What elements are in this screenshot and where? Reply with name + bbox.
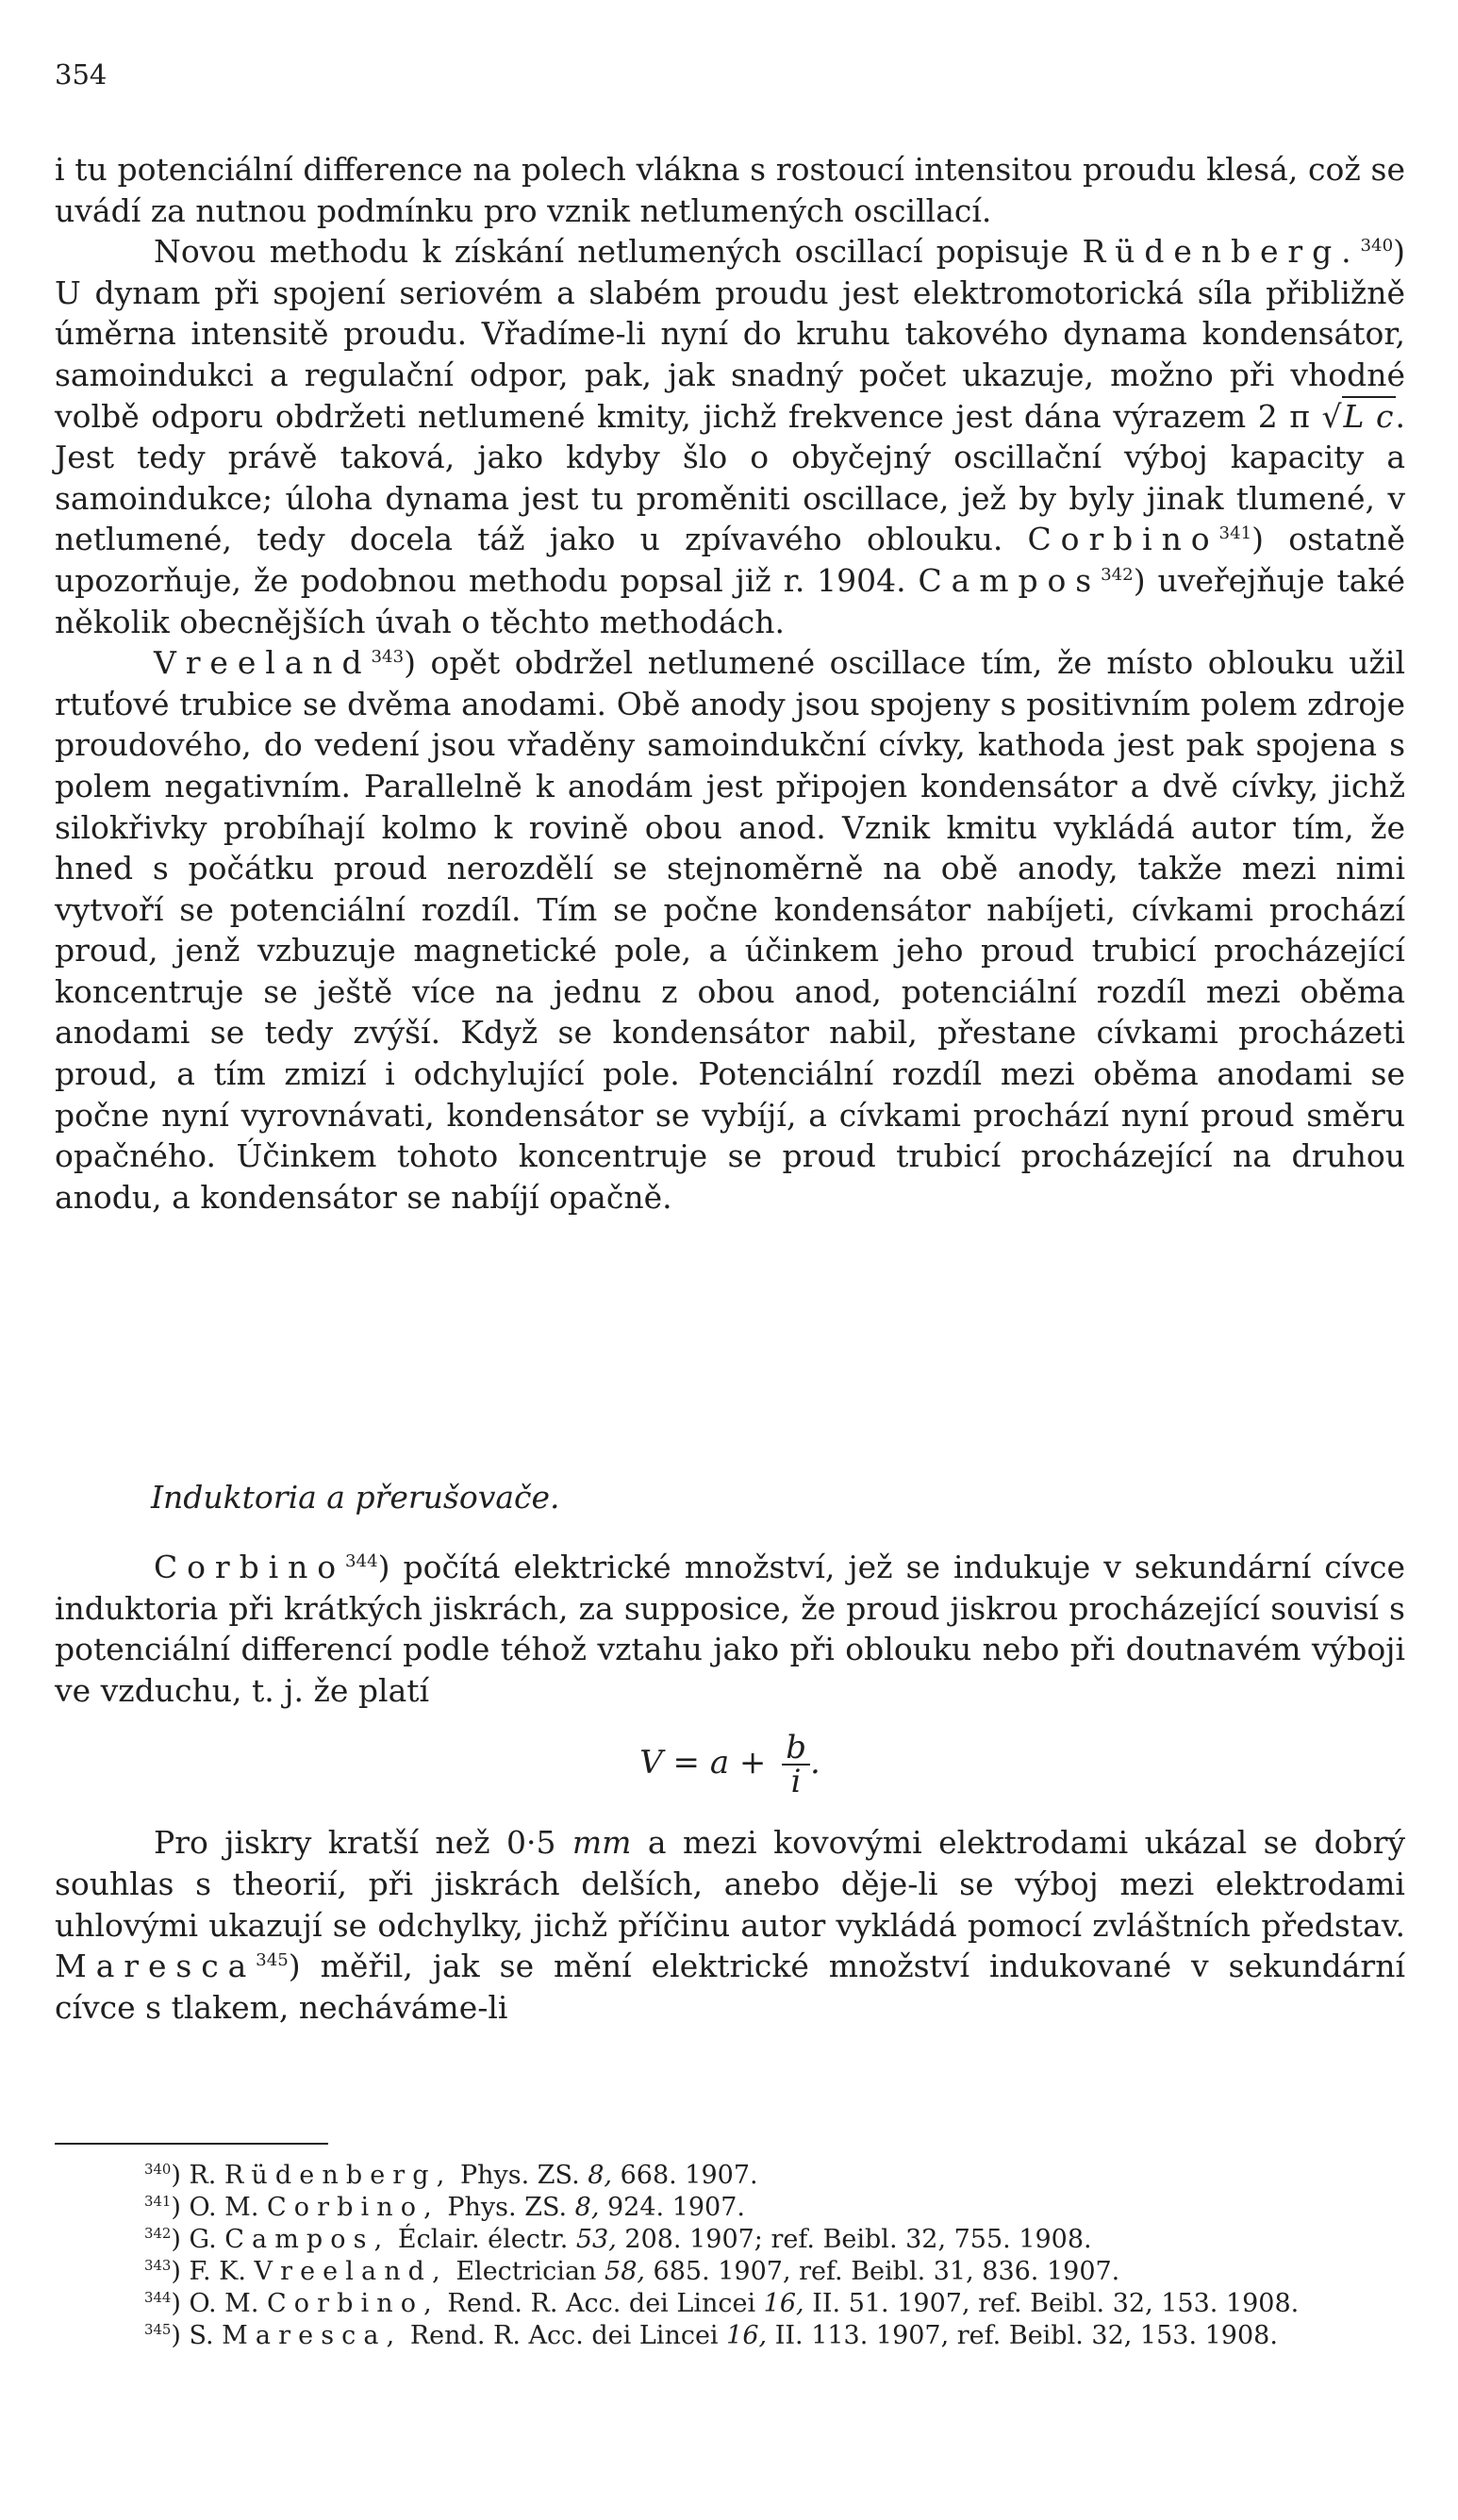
volume: 8, xyxy=(574,2193,600,2222)
text: Rend. R. Acc. dei Lincei xyxy=(439,2289,764,2318)
volume: 58, xyxy=(605,2257,645,2286)
text: O. M. xyxy=(189,2289,267,2318)
body-text xyxy=(55,149,1405,1218)
paragraph xyxy=(55,149,1405,231)
footnote-ref: 341 xyxy=(1218,523,1252,544)
fraction-numerator: b xyxy=(782,1732,810,1766)
text: ) uveřejňuje také několik obecnějších úvah o těchto methodách. xyxy=(55,561,1406,640)
text: II. 51. 1907, ref. Beibl. 32, 153. 1908. xyxy=(804,2289,1300,2318)
footnote-number: 342 xyxy=(144,2225,172,2242)
footnote: $^{344}$) O. M. Corbino, Rend. R. Acc. dei Lincei 16, II. 51. 1907, ref. Beibl. 32, 153. 1908. xyxy=(144,2289,1300,2318)
author-name: Corbino xyxy=(1027,521,1219,558)
text: G. xyxy=(189,2225,225,2254)
footnotes xyxy=(55,2160,1405,2352)
text: 208. 1907; ref. Beibl. 32, 755. 1908. xyxy=(616,2225,1092,2254)
footnote-divider xyxy=(55,2143,328,2145)
text: . Jest tedy právě taková, jako kdyby šlo o obyčejný oscillační výboj kapacity a samoindukce; úloha dynama jest tu proměniti oscillace, jež by byly jinak tlumené, v netlumené, tedy docela táž jako u zpívavého oblouku. xyxy=(55,397,1405,558)
text: Phys. ZS. xyxy=(452,2161,588,2190)
author-name: Campos xyxy=(918,561,1102,599)
text: Electrician xyxy=(447,2257,605,2286)
paragraph xyxy=(55,642,1405,1218)
text: Éclair. électr. xyxy=(389,2225,576,2254)
author-name: Maresca, xyxy=(222,2321,403,2350)
footnote-ref: 345 xyxy=(256,1950,289,1971)
footnote-ref: 342 xyxy=(1101,564,1134,585)
footnote-number: 344 xyxy=(144,2289,172,2306)
author-name: Vreeland, xyxy=(254,2257,448,2286)
text: F. K. xyxy=(189,2257,255,2286)
formula-end: . xyxy=(810,1744,820,1782)
text: Novou methodu k získání netlumených oscillací popisuje xyxy=(154,233,1083,271)
body-text-2 xyxy=(55,1547,1405,2028)
footnote: $^{343}$) F. K. Vreeland, Electrician 58, 685. 1907, ref. Beibl. 31, 836. 1907. xyxy=(144,2257,1120,2286)
author-name: Corbino, xyxy=(267,2289,439,2318)
text: ) opět obdržel netlumené oscillace tím, že místo oblouku užil rtuťové trubice se dvěma anodami. Obě anody jsou spojeny s positivním polem zdroje proudového, do vedení jsou vřaděny samoindukční cívky, kathoda jest pak spojena s polem negativním. Parallelně k anodám jest připojen kondensátor a dvě cívky, jichž silokřivky probíhají kolmo k rovině obou anod. Vznik kmitu vykládá autor tím, že hned s počátku proud nerozdělí se stejnoměrně na obě anody, takže mezi nimi vytvoří se potenciální rozdíl. Tím se počne kondensátor nabíjeti, cívkami prochází proud, jenž vzbuzuje magnetické pole, a účinkem jeho proud trubicí procházející koncentruje se ještě více na jednu z obou anod, potenciální rozdíl mezi oběma anodami se tedy zvýší. Když se kondensátor nabil, přestane cívkami procházeti proud, a tím zmizí i odchylující pole. Potenciální rozdíl mezi oběma anodami se počne nyní vyrovnávati, kondensátor se vybíjí, a cívkami prochází nyní proud směru opačného. Účinkem tohoto koncentruje se proud trubicí procházející na druhou anodu, a kondensátor se nabíjí opačně. xyxy=(55,644,1405,1216)
formula-lhs: V = a + xyxy=(639,1744,767,1782)
text: ) ostatně upozorňuje, že podobnou methodu popsal již r. 1904. xyxy=(55,521,1405,599)
footnote-ref: 343 xyxy=(371,647,405,668)
volume: 16, xyxy=(763,2289,804,2318)
text: S. xyxy=(189,2321,223,2350)
fraction xyxy=(782,1729,810,1801)
formula-expression xyxy=(639,1729,820,1801)
author-name: Corbino, xyxy=(267,2193,439,2222)
unit: mm xyxy=(572,1824,632,1862)
paragraph xyxy=(55,1822,1405,2028)
paragraph xyxy=(55,1547,1405,1711)
footnote: $^{345}$) S. Maresca, Rend. R. Acc. dei Lincei 16, II. 113. 1907, ref. Beibl. 32, 153. 1908. xyxy=(144,2321,1278,2350)
footnote: $^{340}$) R. Rüdenberg, Phys. ZS. 8, 668. 1907. xyxy=(144,2161,758,2190)
author-name: Corbino xyxy=(154,1549,345,1585)
section-heading: Induktoria a přerušovače. xyxy=(151,1479,560,1516)
footnote: $^{342}$) G. Campos, Éclair. électr. 53, 208. 1907; ref. Beibl. 32, 755. 1908. xyxy=(144,2225,1092,2254)
footnote-ref: 340 xyxy=(1360,236,1394,257)
paragraph xyxy=(55,231,1405,642)
footnote-ref: 344 xyxy=(345,1551,378,1571)
footnote-number: 340 xyxy=(144,2161,172,2178)
text: Phys. ZS. xyxy=(439,2193,575,2222)
volume: 8, xyxy=(588,2161,613,2190)
author-name: Campos, xyxy=(224,2225,390,2254)
footnote-number: 341 xyxy=(144,2193,172,2210)
footnote: $^{341}$) O. M. Corbino, Phys. ZS. 8, 924. 1907. xyxy=(144,2193,745,2222)
author-name: Vreeland xyxy=(154,644,372,682)
fraction-denominator: i xyxy=(790,1763,802,1801)
text: 685. 1907, ref. Beibl. 31, 836. 1907. xyxy=(644,2257,1120,2286)
text: Rend. R. Acc. dei Lincei xyxy=(402,2321,727,2350)
text: ) počítá elektrické množství, jež se indukuje v sekundární cívce induktoria při krátkých jiskrách, za supposice, že proud jiskrou procházející souvisí s potenciální differencí podle téhož vztahu jako při oblouku nebo při doutnavém výboji ve vzduchu, t. j. že platí xyxy=(55,1549,1405,1709)
footnote-number: 345 xyxy=(144,2321,172,2338)
footnote-number: 343 xyxy=(144,2257,172,2274)
volume: 16, xyxy=(726,2321,768,2350)
text: O. M. xyxy=(189,2193,267,2222)
page-number: 354 xyxy=(55,58,108,91)
text: ) U dynam při spojení seriovém a slabém proudu jest elektromotorická síla přibližně úměrna intensitě proudu. Vřadíme-li nyní do kruhu takového dynama kondensátor, samoindukci a regulační odpor, pak, jak snadný počet ukazuje, možno při vhodné volbě odporu obdržeti netlumené kmity, jichž frekvence jest dána výrazem 2 π √ xyxy=(55,233,1405,435)
text: 924. 1907. xyxy=(599,2193,745,2222)
text: Pro jiskry kratší než 0·5 xyxy=(154,1824,572,1862)
text: II. 113. 1907, ref. Beibl. 32, 153. 1908. xyxy=(767,2321,1278,2350)
text: i tu potenciální difference na polech vlákna s rostoucí intensitou proudu klesá, což se uvádí za nutnou podmínku pro vznik netlumených oscillací. xyxy=(55,151,1405,229)
radical-expression: L c xyxy=(1343,397,1394,435)
text: 668. 1907. xyxy=(612,2161,758,2190)
text: a mezi kovovými elektrodami ukázal se dobrý souhlas s theorií, při jiskrách delších, anebo děje-li se výboj mezi elektrodami uhlovými ukazují se odchylky, jichž příčinu autor vykládá pomocí zvláštních představ. xyxy=(55,1824,1405,1944)
text: ) měřil, jak se mění elektrické množství indukované v sekundární cívce s tlakem, necháváme-li xyxy=(55,1948,1405,2026)
formula xyxy=(55,1729,1405,1801)
author-name: Rüdenberg. xyxy=(1082,233,1361,271)
author-name: Maresca xyxy=(55,1948,257,1985)
volume: 53, xyxy=(575,2225,617,2254)
author-name: Rüdenberg, xyxy=(224,2161,453,2190)
text: R. xyxy=(189,2161,224,2190)
